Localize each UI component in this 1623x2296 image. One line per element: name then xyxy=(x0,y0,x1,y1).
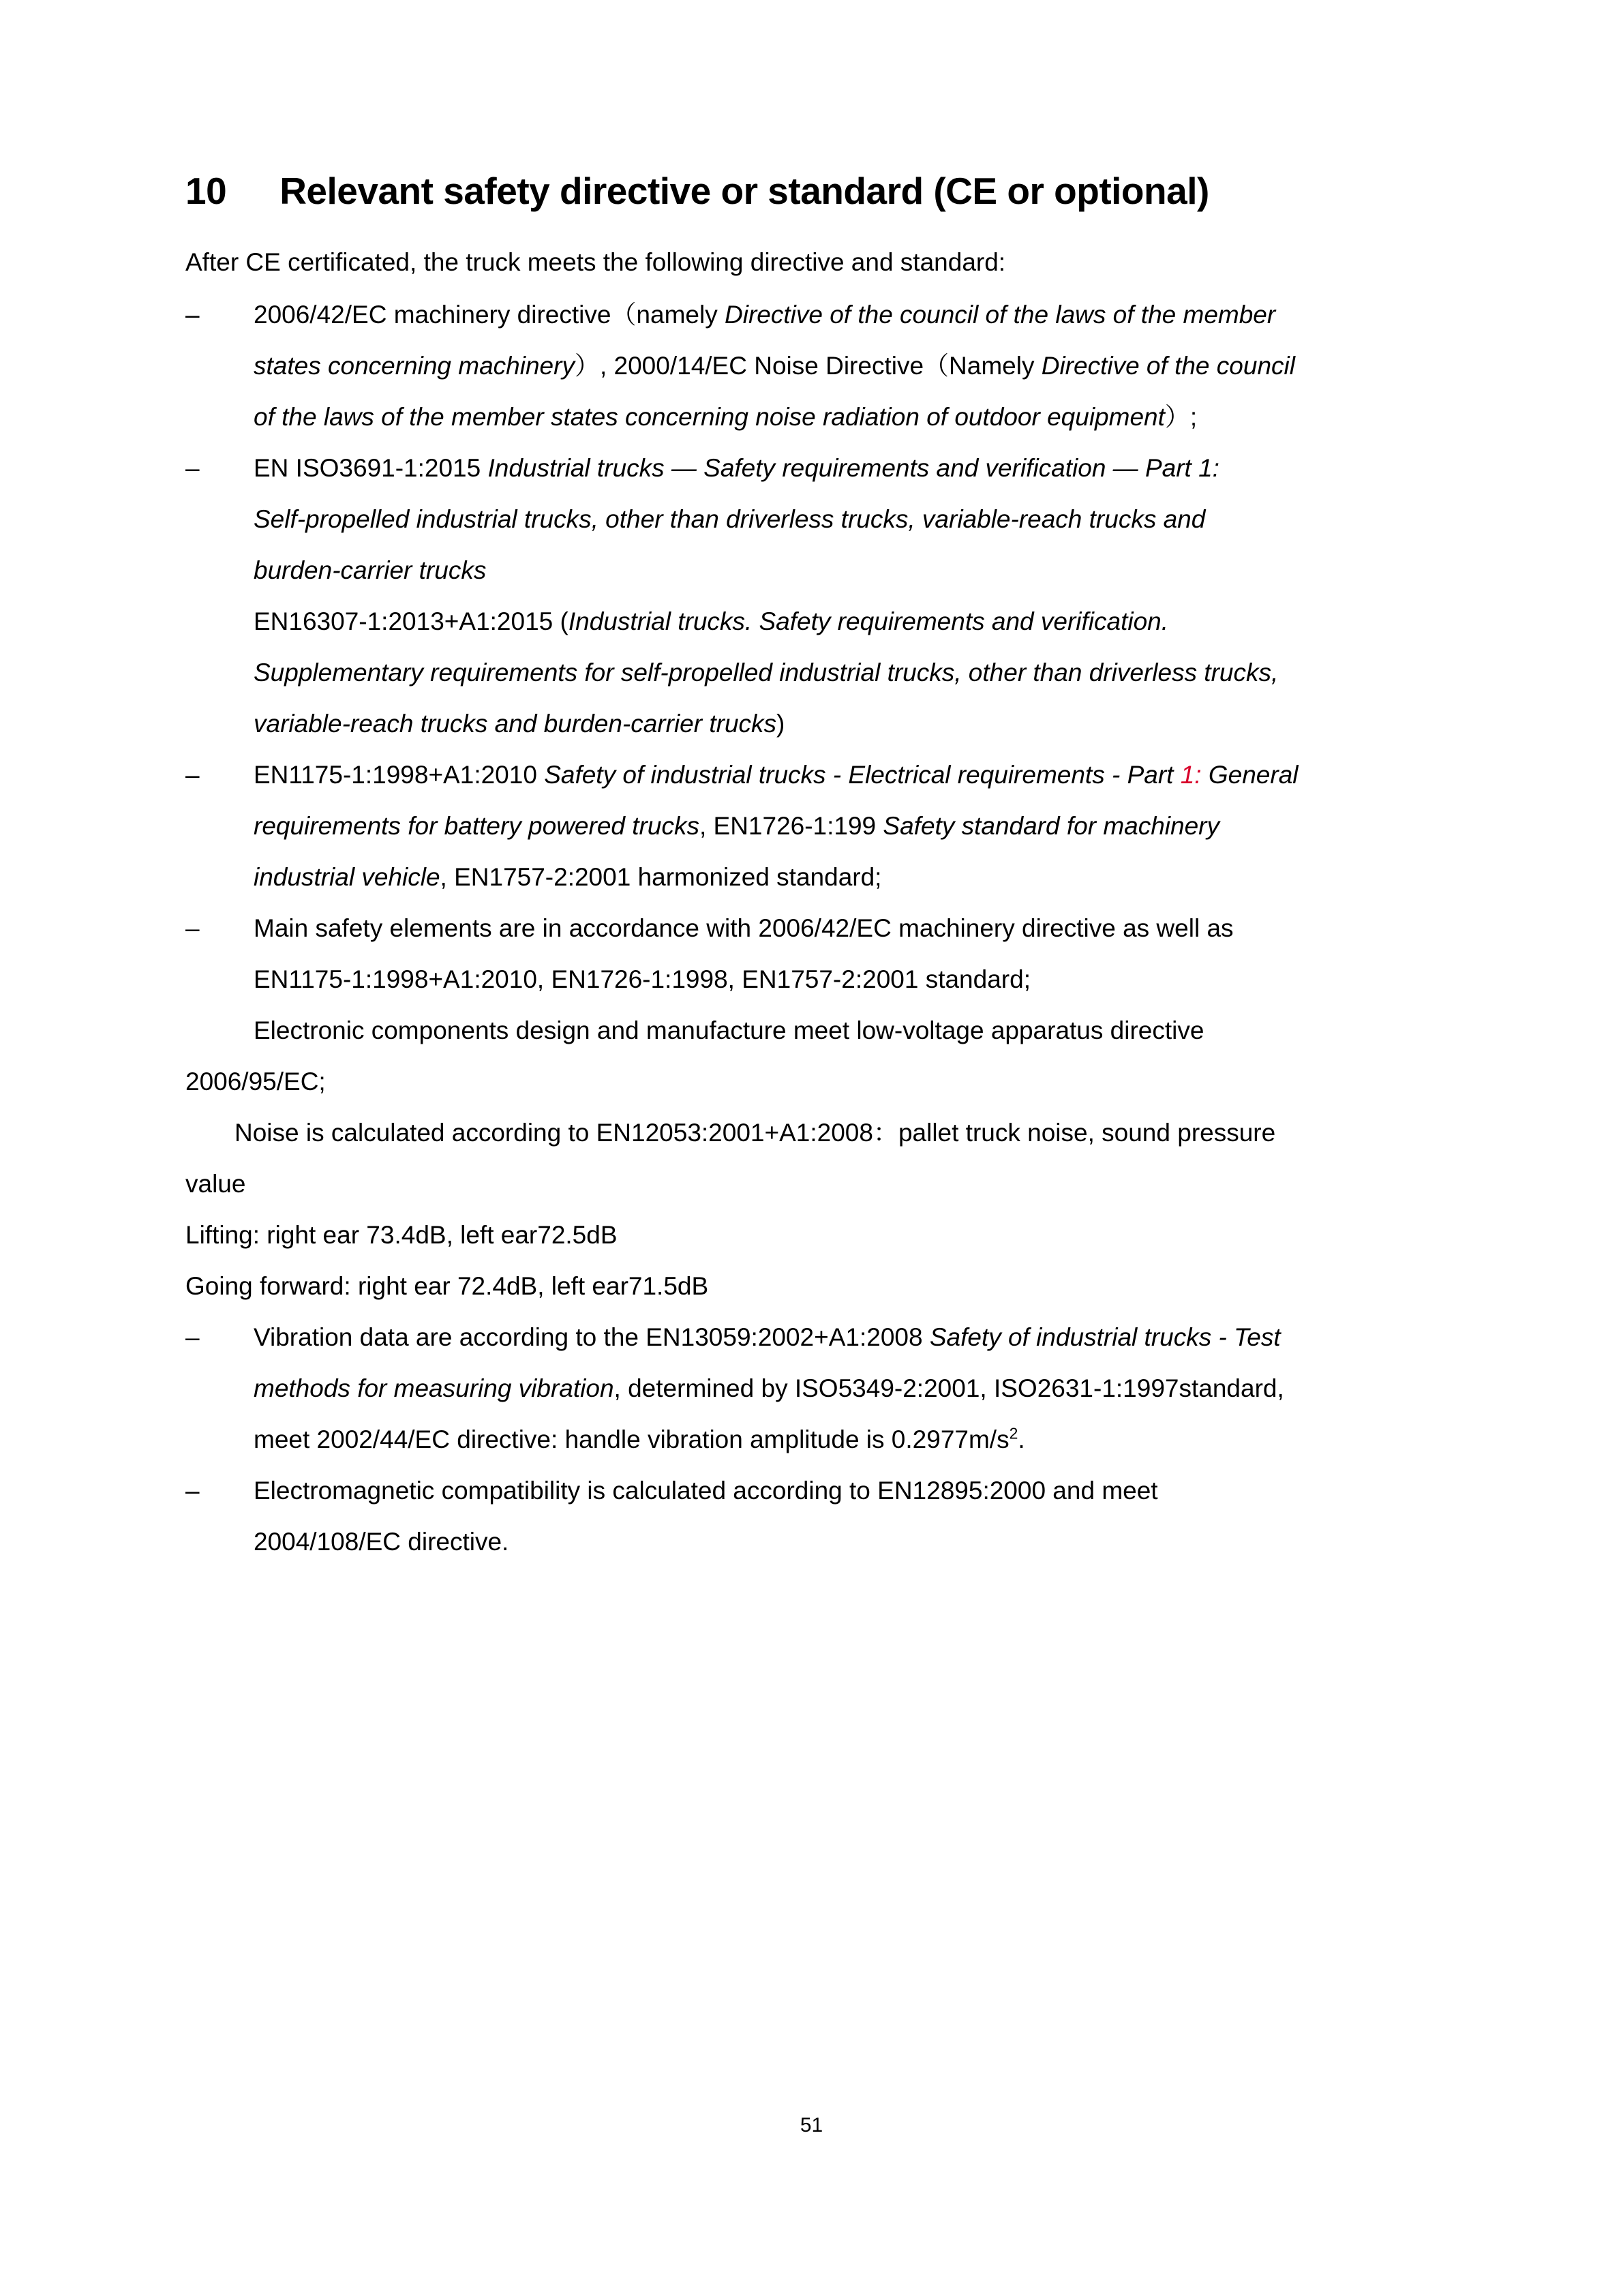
bullet-dash-icon: – xyxy=(185,913,200,942)
text-run-italic: methods for measuring vibration xyxy=(254,1374,614,1402)
text-run: . xyxy=(1018,1425,1025,1453)
list-item-line xyxy=(254,545,1438,596)
list-item-line xyxy=(254,494,1438,545)
superscript-exponent: 2 xyxy=(1009,1424,1018,1442)
page-content xyxy=(185,169,1438,1567)
noise-measurement-lifting: Lifting: right ear 73.4dB, left ear72.5dB xyxy=(185,1220,618,1249)
text-run-italic: Industrial trucks — Safety requirements and verification — Part 1: xyxy=(487,453,1219,482)
text-run-italic: Self-propelled industrial trucks, other than driverless trucks, variable-reach trucks and xyxy=(254,504,1206,533)
list-item-main-safety-elements xyxy=(185,903,1438,1056)
noise-paragraph: Noise is calculated according to EN12053:2001+A1:2008：pallet truck noise, sound pressure xyxy=(234,1118,1276,1147)
list-item-line xyxy=(254,800,1438,851)
page-title xyxy=(185,169,1438,213)
text-run-italic: Directive of the council of the laws of the member xyxy=(725,300,1276,329)
text-run-italic: General xyxy=(1201,760,1299,789)
list-item-line: 2004/108/EC directive. xyxy=(254,1527,509,1556)
text-run-italic: variable-reach trucks and burden-carrier trucks xyxy=(254,709,777,738)
bullet-dash-icon: – xyxy=(185,453,200,482)
bullet-dash-icon: – xyxy=(185,1476,200,1505)
text-run: EN16307-1:2013+A1:2015 ( xyxy=(254,607,568,635)
text-run: , EN1757-2:2001 harmonized standard; xyxy=(440,862,882,891)
text-run: Vibration data are according to the EN13059:2002+A1:2008 xyxy=(254,1323,930,1351)
intro-paragraph: After CE certificated, the truck meets the following directive and standard: xyxy=(185,247,1006,276)
list-item-en1175 xyxy=(185,749,1438,903)
text-run-italic: requirements for battery powered trucks xyxy=(254,811,699,840)
page-footer xyxy=(0,2112,1623,2139)
text-run: , EN1726-1:199 xyxy=(699,811,883,840)
text-run: 2006/42/EC machinery directive（namely xyxy=(254,300,725,329)
text-run-italic: burden-carrier trucks xyxy=(254,556,487,584)
list-item-line: EN1175-1:1998+A1:2010, EN1726-1:1998, EN1757-2:2001 standard; xyxy=(254,965,1031,993)
list-item-line xyxy=(254,391,1438,442)
noise-measurement-going-forward: Going forward: right ear 72.4dB, left ear71.5dB xyxy=(185,1271,709,1300)
text-run: , determined by ISO5349-2:2001, ISO2631-1:1997standard, xyxy=(613,1374,1284,1402)
list-item-line xyxy=(254,1414,1438,1465)
list-item-line xyxy=(254,289,1438,340)
text-run-italic: Safety of industrial trucks - Test xyxy=(929,1323,1281,1351)
standard-ref-line xyxy=(254,698,1438,749)
page-number: 51 xyxy=(800,2114,823,2136)
list-item-line xyxy=(254,749,1438,800)
text-run-italic: Safety of industrial trucks - Electrical requirements - Part xyxy=(544,760,1181,789)
red-part-number: 1: xyxy=(1180,760,1202,789)
list-item-line xyxy=(254,340,1438,391)
list-item-line xyxy=(254,1312,1438,1363)
text-run: ) xyxy=(776,709,785,738)
list-item-en-iso3691 xyxy=(185,442,1438,749)
text-run: ）; xyxy=(1164,402,1198,431)
text-run: ）, 2000/14/EC Noise Directive（Namely xyxy=(574,351,1042,380)
section-title-text: Relevant safety directive or standard (CE or optional) xyxy=(279,170,1209,212)
list-item-line: Main safety elements are in accordance with 2006/42/EC machinery directive as well as xyxy=(254,913,1234,942)
text-run-italic: Industrial trucks. Safety requirements and verification. xyxy=(568,607,1169,635)
bullet-dash-icon: – xyxy=(185,300,200,329)
list-item-line: Electronic components design and manufacture meet low-voltage apparatus directive xyxy=(254,1016,1204,1044)
text-run-italic: Supplementary requirements for self-propelled industrial trucks, other than driverless trucks, xyxy=(254,658,1279,686)
list-item-line: Electromagnetic compatibility is calculated according to EN12895:2000 and meet xyxy=(254,1476,1158,1505)
list-item-electromagnetic-compatibility xyxy=(185,1465,1438,1567)
text-run: meet 2002/44/EC directive: handle vibration amplitude is 0.2977m/s xyxy=(254,1425,1010,1453)
list-item-line xyxy=(254,442,1438,494)
text-run-italic: industrial vehicle xyxy=(254,862,440,891)
section-number: 10 xyxy=(185,170,227,212)
bullet-dash-icon: – xyxy=(185,760,200,789)
text-run-italic: Directive of the council xyxy=(1041,351,1295,380)
list-item-machinery-directive xyxy=(185,289,1438,442)
list-item-line xyxy=(254,851,1438,903)
text-run-italic: of the laws of the member states concerning noise radiation of outdoor equipment xyxy=(254,402,1165,431)
noise-paragraph-tail: value xyxy=(185,1169,246,1198)
text-run: EN1175-1:1998+A1:2010 xyxy=(254,760,545,789)
low-voltage-directive-tail: 2006/95/EC; xyxy=(185,1067,326,1096)
list-item-line xyxy=(254,1363,1438,1414)
bullet-dash-icon: – xyxy=(185,1323,200,1351)
standard-ref-line xyxy=(254,596,1438,647)
text-run-italic: Safety standard for machinery xyxy=(883,811,1219,840)
list-item-vibration-data xyxy=(185,1312,1438,1465)
standard-ref-line xyxy=(254,647,1438,698)
text-run-italic: states concerning machinery xyxy=(254,351,575,380)
text-run: EN ISO3691-1:2015 xyxy=(254,453,488,482)
